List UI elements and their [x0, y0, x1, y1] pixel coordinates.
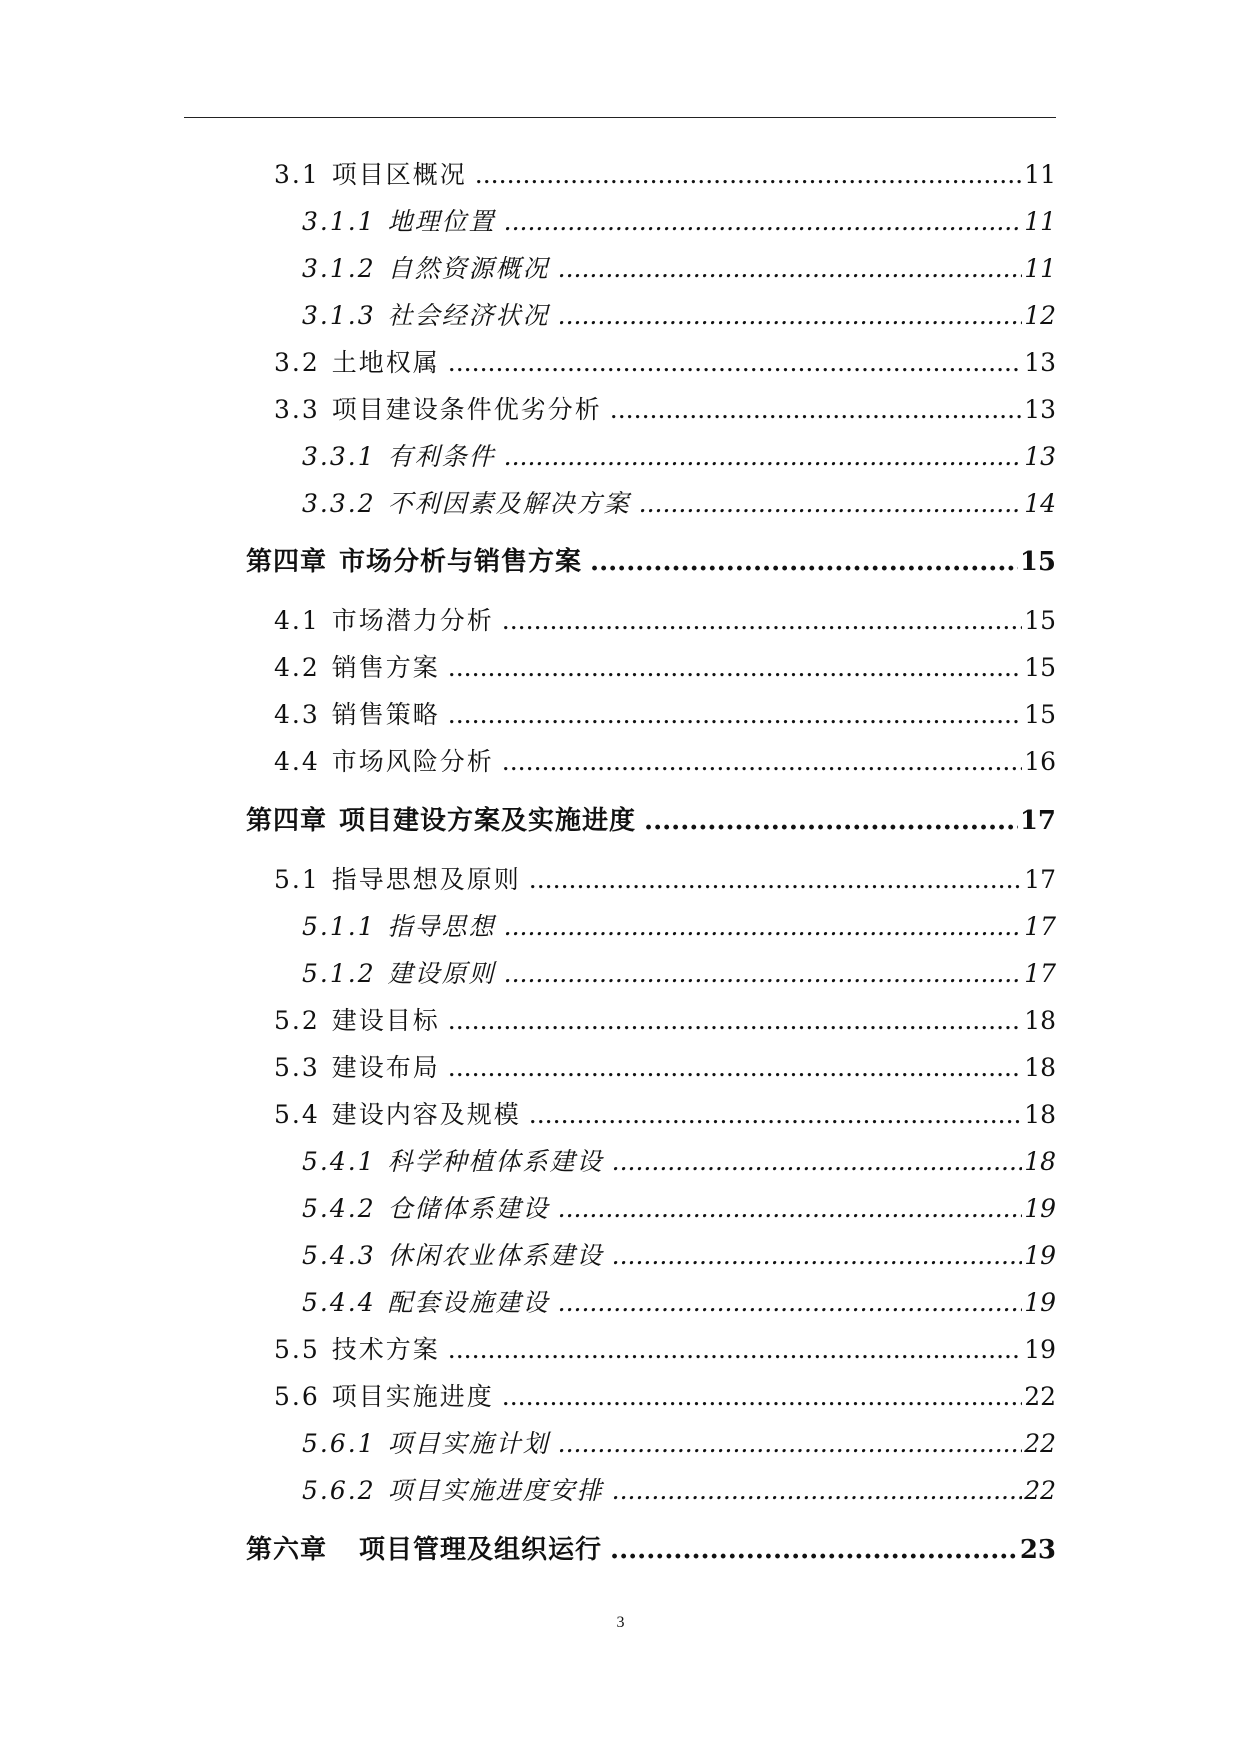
- toc-entry-number: 3.3.2: [302, 489, 376, 518]
- toc-entry-page: 19: [1024, 1335, 1056, 1364]
- toc-chapter-entry[interactable]: [246, 1526, 1056, 1566]
- toc-entry-number: 5.4: [274, 1100, 320, 1129]
- toc-chapter-page: 15: [1019, 547, 1056, 577]
- toc-entry-number: 4.2: [274, 653, 320, 682]
- toc-entry-page: 12: [1024, 301, 1056, 330]
- toc-entry-number: 3.1: [274, 160, 320, 189]
- toc-leader-dots: [529, 1099, 1022, 1131]
- toc-entry-title: 项目实施进度: [331, 1382, 494, 1411]
- toc-entry-page: 13: [1024, 348, 1056, 377]
- toc-entry-number: 5.6: [274, 1382, 320, 1411]
- toc-entry-number: 3.2: [274, 348, 320, 377]
- toc-entry-title: 自然资源概况: [387, 254, 550, 283]
- toc-chapter-title: 项目建设方案及实施进度: [339, 806, 637, 836]
- toc-entry-number: 3.1.1: [302, 207, 376, 236]
- toc-leader-dots: [504, 958, 1023, 990]
- toc-entry-page: 15: [1024, 653, 1056, 682]
- toc-entry-page: 18: [1024, 1053, 1056, 1082]
- toc-entry-page: 16: [1024, 747, 1056, 776]
- toc-entry-number: 4.1: [274, 606, 320, 635]
- toc-entry[interactable]: [302, 1232, 1056, 1272]
- toc-leader-dots: [448, 699, 1022, 731]
- toc-entry-title: 配套设施建设: [387, 1288, 550, 1317]
- toc-entry-title: 社会经济状况: [387, 301, 550, 330]
- toc-chapter-number: 第四章: [246, 806, 328, 836]
- toc-entry-title: 销售策略: [331, 700, 440, 729]
- toc-entry-title: 科学种植体系建设: [387, 1147, 604, 1176]
- toc-leader-dots: [644, 805, 1018, 837]
- toc-entry[interactable]: [274, 1044, 1056, 1084]
- toc-entry-page: 18: [1024, 1147, 1056, 1176]
- toc-entry-number: 5.2: [274, 1006, 320, 1035]
- toc-leader-dots: [504, 911, 1023, 943]
- toc-leader-dots: [610, 394, 1022, 426]
- toc-chapter-page: 23: [1019, 1535, 1056, 1565]
- toc-entry[interactable]: [302, 1138, 1056, 1178]
- toc-leader-dots: [448, 347, 1022, 379]
- toc-leader-dots: [612, 1240, 1023, 1272]
- toc-entry-page: 18: [1024, 1100, 1056, 1129]
- toc-leader-dots: [558, 300, 1023, 332]
- toc-leader-dots: [612, 1146, 1023, 1178]
- toc-entry[interactable]: [274, 1091, 1056, 1131]
- toc-entry-number: 5.4.3: [302, 1241, 376, 1270]
- toc-entry[interactable]: [302, 950, 1056, 990]
- toc-entry-page: 17: [1024, 865, 1056, 894]
- toc-leader-dots: [475, 159, 1022, 191]
- toc-entry-page: 11: [1024, 207, 1056, 236]
- toc-entry-title: 建设布局: [331, 1053, 440, 1082]
- toc-entry-page: 11: [1024, 254, 1056, 283]
- toc-entry-number: 4.4: [274, 747, 320, 776]
- toc-entry[interactable]: [302, 1420, 1056, 1460]
- toc-entry-number: 5.3: [274, 1053, 320, 1082]
- toc-entry-title: 有利条件: [387, 442, 496, 471]
- toc-entry[interactable]: [274, 1326, 1056, 1366]
- toc-entry-title: 市场风险分析: [331, 747, 494, 776]
- toc-entry-number: 3.3: [274, 395, 320, 424]
- toc-entry-number: 5.6.2: [302, 1476, 376, 1505]
- toc-entry-title: 土地权属: [331, 348, 440, 377]
- toc-entry-title: 建设原则: [387, 959, 496, 988]
- toc-leader-dots: [639, 488, 1023, 520]
- toc-entry[interactable]: [302, 198, 1056, 238]
- toc-entry-title: 项目实施计划: [387, 1429, 550, 1458]
- toc-entry-number: 3.3.1: [302, 442, 376, 471]
- toc-chapter-title: 市场分析与销售方案: [339, 547, 583, 577]
- toc-entry[interactable]: [274, 1373, 1056, 1413]
- toc-entry-title: 建设目标: [331, 1006, 440, 1035]
- toc-entry-title: 项目区概况: [331, 160, 467, 189]
- toc-entry[interactable]: [274, 386, 1056, 426]
- toc-entry-title: 地理位置: [387, 207, 496, 236]
- toc-entry[interactable]: [274, 997, 1056, 1037]
- toc-entry-page: 19: [1024, 1241, 1056, 1270]
- toc-entry[interactable]: [302, 1185, 1056, 1225]
- toc-entry[interactable]: [274, 339, 1056, 379]
- toc-entry-page: 22: [1024, 1429, 1056, 1458]
- toc-leader-dots: [590, 546, 1018, 578]
- toc-chapter-number: 第四章: [246, 547, 328, 577]
- toc-leader-dots: [504, 206, 1023, 238]
- toc-entry-page: 14: [1024, 489, 1056, 518]
- toc-leader-dots: [448, 1052, 1022, 1084]
- toc-leader-dots: [529, 864, 1022, 896]
- toc-entry-number: 5.1: [274, 865, 320, 894]
- toc-entry[interactable]: [302, 480, 1056, 520]
- toc-entry[interactable]: [274, 738, 1056, 778]
- toc-entry-page: 17: [1024, 912, 1056, 941]
- toc-entry[interactable]: [274, 597, 1056, 637]
- toc-leader-dots: [558, 1428, 1023, 1460]
- toc-leader-dots: [504, 441, 1023, 473]
- toc-entry[interactable]: [302, 1279, 1056, 1319]
- toc-entry[interactable]: [302, 292, 1056, 332]
- toc-entry-page: 19: [1024, 1194, 1056, 1223]
- toc-leader-dots: [558, 253, 1023, 285]
- toc-entry-title: 休闲农业体系建设: [387, 1241, 604, 1270]
- toc-entry-title: 建设内容及规模: [331, 1100, 521, 1129]
- toc-entry-title: 技术方案: [331, 1335, 440, 1364]
- toc-entry-number: 3.1.3: [302, 301, 376, 330]
- toc-leader-dots: [558, 1287, 1023, 1319]
- toc-entry-number: 5.6.1: [302, 1429, 376, 1458]
- toc-entry-page: 22: [1024, 1382, 1056, 1411]
- toc-entry-title: 指导思想及原则: [331, 865, 521, 894]
- toc-entry-page: 11: [1024, 160, 1056, 189]
- toc-leader-dots: [612, 1475, 1023, 1507]
- toc-entry[interactable]: [274, 644, 1056, 684]
- toc-leader-dots: [448, 1334, 1022, 1366]
- toc-chapter-entry[interactable]: [246, 797, 1056, 837]
- toc-entry-number: 5.1.1: [302, 912, 376, 941]
- toc-entry-title: 不利因素及解决方案: [387, 489, 631, 518]
- toc-entry-title: 项目建设条件优劣分析: [331, 395, 602, 424]
- toc-entry[interactable]: [274, 856, 1056, 896]
- toc-entry-number: 5.5: [274, 1335, 320, 1364]
- toc-entry-page: 18: [1024, 1006, 1056, 1035]
- toc-leader-dots: [502, 1381, 1022, 1413]
- toc-entry-number: 5.4.2: [302, 1194, 376, 1223]
- toc-entry-page: 19: [1024, 1288, 1056, 1317]
- toc-entry-title: 指导思想: [387, 912, 496, 941]
- toc-leader-dots: [448, 1005, 1022, 1037]
- toc-entry-number: 3.1.2: [302, 254, 376, 283]
- toc-entry[interactable]: [302, 433, 1056, 473]
- toc-entry-number: 5.4.4: [302, 1288, 376, 1317]
- toc-leader-dots: [502, 605, 1022, 637]
- toc-entry-page: 13: [1024, 395, 1056, 424]
- toc-chapter-number: 第六章: [246, 1535, 328, 1565]
- toc-entry-page: 15: [1024, 700, 1056, 729]
- toc-entry-page: 17: [1024, 959, 1056, 988]
- toc-leader-dots: [610, 1534, 1018, 1566]
- toc-entry-page: 15: [1024, 606, 1056, 635]
- toc-chapter-title: 项目管理及组织运行: [359, 1535, 603, 1565]
- page-number: 3: [616, 1614, 625, 1631]
- toc-entry[interactable]: [302, 245, 1056, 285]
- toc-entry-number: 4.3: [274, 700, 320, 729]
- toc-entry-number: 5.4.1: [302, 1147, 376, 1176]
- toc-chapter-page: 17: [1019, 806, 1056, 836]
- toc-entry[interactable]: [274, 151, 1056, 191]
- toc-leader-dots: [448, 652, 1022, 684]
- toc-entry[interactable]: [274, 691, 1056, 731]
- toc-entry-title: 仓储体系建设: [387, 1194, 550, 1223]
- toc-entry-page: 22: [1024, 1476, 1056, 1505]
- toc-entry-title: 项目实施进度安排: [387, 1476, 604, 1505]
- toc-entry[interactable]: [302, 903, 1056, 943]
- toc-entry-title: 销售方案: [331, 653, 440, 682]
- toc-leader-dots: [558, 1193, 1023, 1225]
- toc-entry-title: 市场潜力分析: [331, 606, 494, 635]
- toc-leader-dots: [502, 746, 1022, 778]
- toc-chapter-entry[interactable]: [246, 538, 1056, 578]
- toc-entry-page: 13: [1024, 442, 1056, 471]
- toc-entry-number: 5.1.2: [302, 959, 376, 988]
- toc-entry[interactable]: [302, 1467, 1056, 1507]
